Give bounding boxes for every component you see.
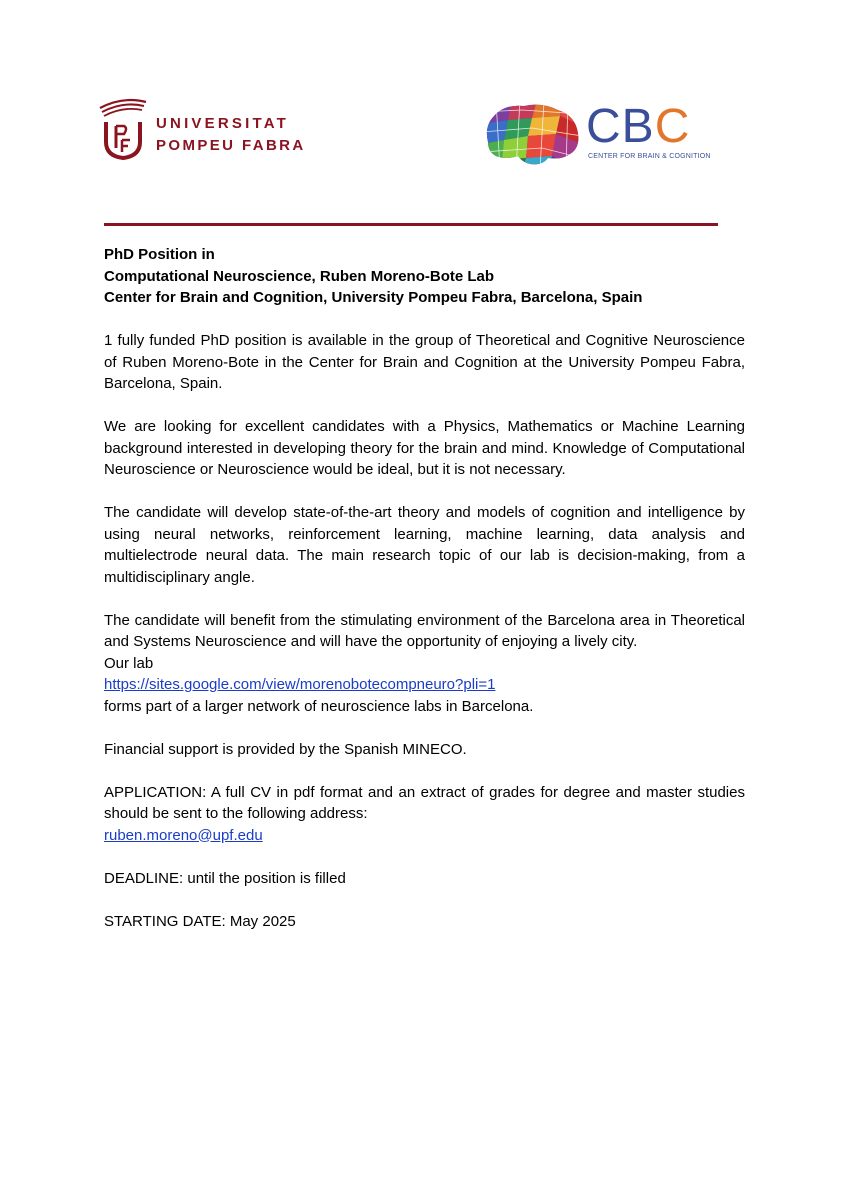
cbc-letter-b: B (621, 100, 655, 153)
upf-emblem-icon (98, 96, 148, 160)
header-divider (104, 223, 718, 226)
cbc-letter-c1: C (586, 100, 622, 153)
cbc-letter-c2: C (654, 100, 691, 153)
paragraph-environment (104, 610, 745, 718)
paragraph-research: The candidate will develop state-of-the-art theory and models of cognition and intelligence by using neural networks, reinforcement learning, machine learning, data analysis and multielectrode neural data. The main research topic of our lab is decision-making, from a multidisciplinary angle. (104, 504, 745, 586)
cbc-logo (482, 100, 712, 170)
paragraph-deadline: DEADLINE: until the position is filled (104, 869, 346, 887)
cbc-wordmark (586, 102, 690, 152)
contact-email-link[interactable]: ruben.moreno@upf.edu (104, 826, 263, 844)
upf-logo (98, 96, 318, 160)
paragraph-funding: Financial support is provided by the Spanish MINECO. (104, 740, 467, 758)
heading-line3: Center for Brain and Cognition, University Pompeu Fabra, Barcelona, Spain (104, 289, 643, 306)
paragraph-position: 1 fully funded PhD position is available in the group of Theoretical and Cognitive Neuroscience of Ruben Moreno-Bote in the Center for Brain and Cognition at the University Pompeu Fabra, Barcelona, Spain. (104, 332, 745, 392)
document-body (104, 244, 745, 954)
heading-line1: PhD Position in (104, 246, 215, 263)
lab-website-link[interactable]: https://sites.google.com/view/morenobotecompneuro?pli=1 (104, 676, 496, 693)
upf-name-line1: UNIVERSITAT (156, 115, 289, 132)
paragraph-candidates: We are looking for excellent candidates with a Physics, Mathematics or Machine Learning background interested in developing theory for the brain and mind. Knowledge of Computational Neuroscience or Neuroscience would be ideal, but it is not necessary. (104, 418, 745, 478)
application-text: APPLICATION: A full CV in pdf format and an extract of grades for degree and master studies should be sent to the following address: (104, 783, 745, 822)
upf-name-line2: POMPEU FABRA (156, 137, 306, 154)
environment-text: The candidate will benefit from the stimulating environment of the Barcelona area in Theoretical and Systems Neuroscience and will have the opportunity of enjoying a lively city. (104, 611, 745, 650)
paragraph-application (104, 782, 745, 847)
cbc-subtitle: CENTER FOR BRAIN & COGNITION (588, 153, 711, 160)
paragraph-starting-date: STARTING DATE: May 2025 (104, 912, 296, 930)
lab-network-text: forms part of a larger network of neuroscience labs in Barcelona. (104, 697, 534, 715)
brain-mosaic-icon (482, 100, 582, 170)
heading-line2: Computational Neuroscience, Ruben Moreno-Bote Lab (104, 267, 495, 285)
our-lab-label: Our lab (104, 654, 154, 672)
position-heading (104, 244, 745, 309)
